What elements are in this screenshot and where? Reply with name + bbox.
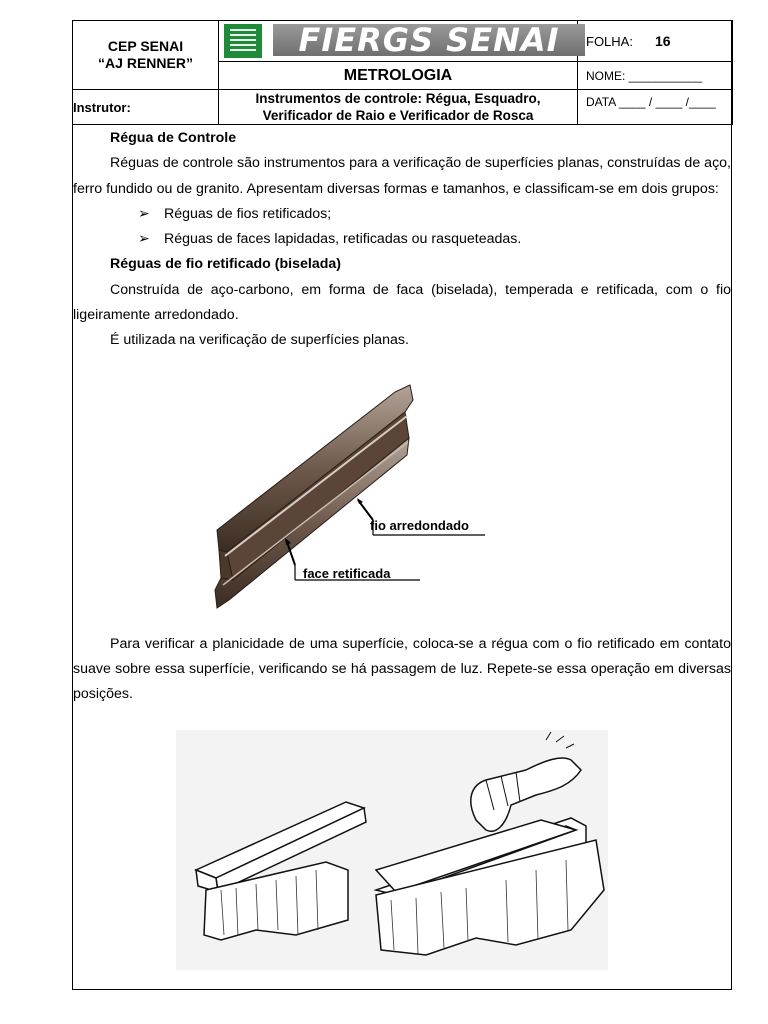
school-name bbox=[73, 21, 219, 90]
label-face-retificada: face retificada bbox=[303, 566, 391, 581]
fiergs-senai-logo bbox=[219, 21, 578, 62]
nome-field: NOME: ___________ bbox=[578, 62, 733, 90]
paragraph-intro: Réguas de controle são instrumentos para a verificação de superfícies planas, construídas de aço, ferro fundido ou de granito. Apresentam diversas formas e tamanhos, e classificam-se em dois grupos: bbox=[73, 155, 731, 197]
fiergs-emblem-icon bbox=[224, 24, 262, 58]
bullet-item: ➢ Réguas de faces lapidadas, retificadas ou rasqueteadas. bbox=[73, 227, 731, 252]
document-header bbox=[72, 20, 733, 125]
paragraph-verification: Para verificar a planicidade de uma superfície, coloca-se a régua com o fio retificado em contato suave sobre essa superfície, verificando se há passagem de luz. Repete-se essa operação em diversas posições. bbox=[73, 635, 731, 703]
heading-regua-controle: Régua de Controle bbox=[110, 130, 237, 146]
arrow-bullet-icon: ➢ bbox=[138, 231, 150, 248]
paragraph-construction: Construída de aço-carbono, em forma de faca (biselada), temperada e retificada, com o fio ligeiramente arredondado. bbox=[73, 281, 731, 324]
school-line-1: CEP SENAI bbox=[107, 38, 184, 54]
heading-fio-retificado: Réguas de fio retificado (biselada) bbox=[110, 256, 341, 273]
folha-label: FOLHA: bbox=[586, 34, 633, 49]
folha-value: 16 bbox=[654, 33, 671, 49]
paragraph-usage: É utilizada na verificação de superfícies planas. bbox=[110, 332, 409, 349]
school-line-2: “AJ RENNER” bbox=[98, 55, 193, 71]
arrow-bullet-icon: ➢ bbox=[138, 205, 150, 222]
label-fio-arredondado: fio arredondado bbox=[370, 518, 469, 533]
flatness-check-figure bbox=[176, 730, 608, 970]
instrutor-label: Instrutor: bbox=[73, 90, 219, 125]
logo-text: FIERGS SENAI bbox=[298, 21, 560, 59]
course-title: METROLOGIA bbox=[219, 62, 578, 90]
folha-cell bbox=[578, 21, 733, 62]
topic-line-2: Verificador de Raio e Verificador de Rosca bbox=[262, 108, 534, 123]
beveled-ruler-figure bbox=[205, 380, 505, 615]
topic-line-1: Instrumentos de controle: Régua, Esquadro, bbox=[255, 91, 541, 106]
data-field: DATA ____ / ____ /____ bbox=[578, 90, 733, 125]
topic-title bbox=[219, 90, 578, 125]
bullet-item: ➢ Réguas de fios retificados; bbox=[73, 202, 731, 227]
